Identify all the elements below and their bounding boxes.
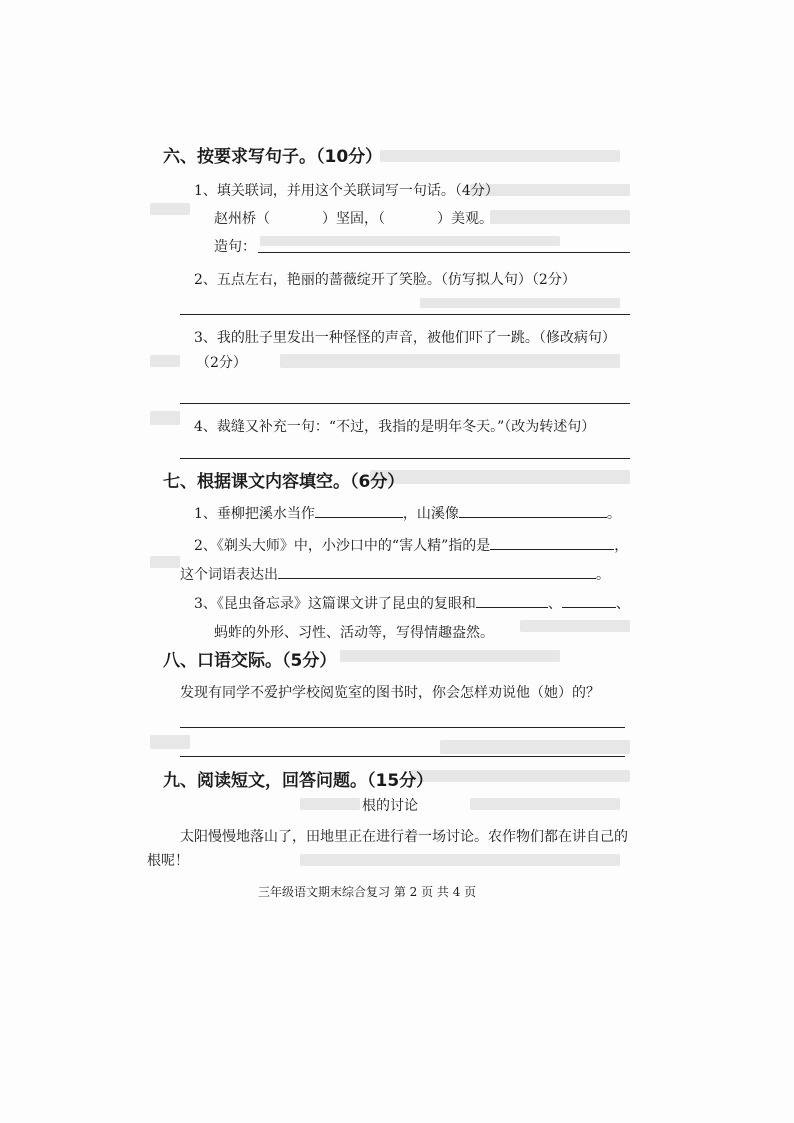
bleed-through-mark — [470, 798, 620, 810]
bleed-through-mark — [150, 556, 180, 568]
bleed-through-mark — [300, 854, 620, 866]
q7-3-text-a: 3、《昆虫备忘录》这篇课文讲了昆虫的复眼和 — [194, 596, 476, 612]
bleed-through-mark — [420, 298, 620, 308]
q6-2-prompt: 2、五点左右，艳丽的蔷薇绽开了笑脸。（仿写拟人句）（2分） — [194, 272, 576, 288]
passage-title: 根的讨论 — [362, 798, 418, 814]
q6-1-prompt: 1、填关联词，并用这个关联词写一句话。（4分） — [194, 183, 499, 199]
section-9-title: 九、阅读短文，回答问题。（15分） — [163, 771, 434, 791]
q6-3-answer-line[interactable] — [180, 403, 630, 404]
q6-1-text-a: 赵州桥（ — [214, 211, 270, 227]
bleed-through-mark — [150, 411, 180, 425]
section-7-title: 七、根据课文内容填空。（6分） — [163, 472, 405, 492]
q7-1-blank-2[interactable] — [459, 503, 607, 518]
bleed-through-mark — [300, 798, 360, 810]
q6-3-score: （2分） — [196, 355, 247, 371]
bleed-through-mark — [280, 354, 620, 368]
q7-1-text-a: 1、垂柳把溪水当作 — [194, 506, 315, 522]
q7-2-text-a: 2、《剃头大师》中，小沙口中的“害人精”指的是 — [194, 538, 491, 554]
q7-3-line-1 — [194, 593, 630, 613]
q8-answer-line-2[interactable] — [180, 756, 625, 757]
q6-1-sentence — [214, 208, 493, 228]
bleed-through-mark — [380, 150, 620, 162]
q7-3-blank-1[interactable] — [476, 593, 548, 608]
q6-2-answer-line[interactable] — [180, 314, 630, 315]
passage-paragraph-1: 太阳慢慢地落山了，田地里正在进行着一场讨论。农作物们都在讲自己的 — [180, 829, 628, 845]
q6-1-answer-line[interactable] — [258, 252, 630, 253]
bleed-through-mark — [520, 620, 630, 632]
passage-paragraph-1-cont: 根呢！ — [147, 853, 189, 869]
bleed-through-mark — [340, 650, 560, 662]
q7-2-text-c: 这个词语表达出 — [180, 567, 278, 583]
q7-3-text-b: 、 — [547, 596, 562, 612]
section-6-title: 六、按要求写句子。（10分） — [163, 147, 383, 167]
q7-1-blank-1[interactable] — [315, 503, 403, 518]
q8-prompt: 发现有同学不爱护学校阅览室的图书时，你会怎样劝说他（她）的？ — [180, 685, 600, 701]
bleed-through-mark — [150, 735, 190, 749]
bleed-through-mark — [370, 470, 630, 484]
section-8-title: 八、口语交际。（5分） — [163, 651, 337, 671]
q8-answer-line-1[interactable] — [180, 727, 625, 728]
q6-4-answer-line[interactable] — [180, 458, 630, 459]
q6-1-text-b: ）坚固，（ — [322, 211, 385, 227]
bleed-through-mark — [260, 236, 560, 246]
q7-1-text-b: ，山溪像 — [402, 506, 459, 522]
bleed-through-mark — [410, 770, 630, 782]
q6-1-text-c: ）美观。 — [437, 211, 493, 227]
q6-3-prompt: 3、我的肚子里发出一种怪怪的声音，被他们吓了一跳。（修改病句） — [194, 330, 616, 346]
q7-1-text-c: 。 — [606, 506, 621, 522]
q7-2-blank-2[interactable] — [278, 564, 596, 579]
q6-4-prompt: 4、裁缝又补充一句：“不过，我指的是明年冬天。”（改为转述句） — [194, 419, 596, 435]
q6-1-label: 造句： — [214, 239, 256, 255]
bleed-through-mark — [150, 203, 190, 215]
q7-3-text-c: 、 — [615, 596, 630, 612]
q7-2-text-d: 。 — [596, 567, 610, 583]
bleed-through-mark — [490, 210, 630, 224]
q7-1-line — [194, 503, 621, 523]
q7-2-line-1 — [194, 535, 628, 555]
bleed-through-mark — [440, 740, 630, 754]
q7-3-text-d: 蚂蚱的外形、习性、活动等，写得情趣盎然。 — [214, 625, 494, 641]
bleed-through-mark — [150, 355, 180, 367]
q7-2-text-b: ， — [614, 538, 629, 554]
page-footer: 三年级语文期末综合复习 第 2 页 共 4 页 — [258, 885, 477, 899]
q7-2-blank-1[interactable] — [490, 535, 614, 550]
q7-2-line-2 — [180, 564, 610, 584]
q7-3-blank-2[interactable] — [562, 593, 616, 608]
